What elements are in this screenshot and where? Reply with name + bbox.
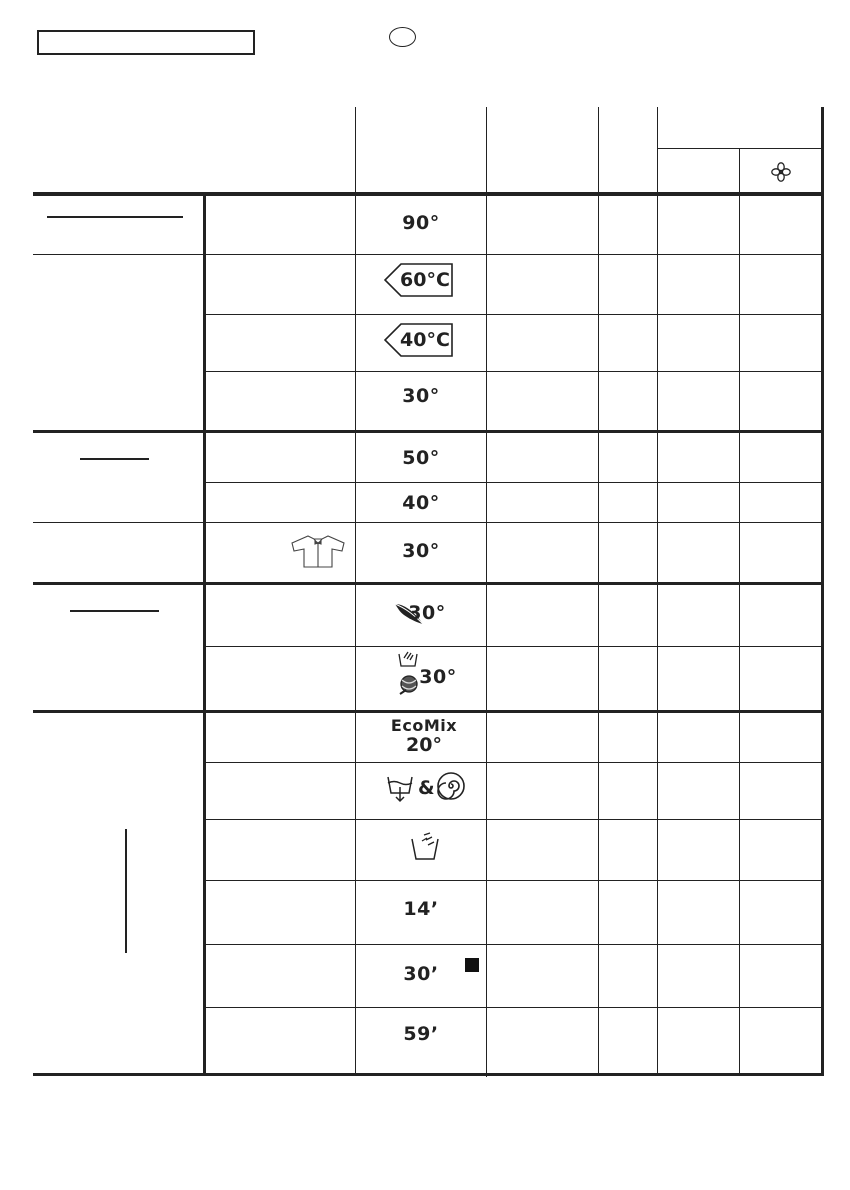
temp-40: 40° <box>402 492 440 514</box>
row-rule <box>205 819 823 820</box>
black-square-icon <box>465 958 479 972</box>
rinse-shower-icon <box>410 831 440 861</box>
group-title-underline <box>47 216 183 218</box>
col-divider-1 <box>203 193 206 1075</box>
col-divider-3 <box>486 107 487 1077</box>
group-rule-4 <box>33 710 824 713</box>
row-rule <box>205 944 823 945</box>
temp-40c: 40°C <box>400 329 450 351</box>
time-59: 59’ <box>403 1023 439 1045</box>
row-rule <box>205 314 823 315</box>
ecomix-line2: 20° <box>406 734 442 756</box>
row-rule <box>205 762 823 763</box>
row-rule <box>205 482 823 483</box>
group-rule-3 <box>33 582 824 585</box>
language-badge <box>389 27 416 47</box>
drain-icon <box>386 773 414 803</box>
col-divider-4 <box>598 107 599 1075</box>
ampersand: & <box>418 777 435 799</box>
header-rule <box>33 192 824 196</box>
group-rule-2 <box>33 430 824 433</box>
temp-90: 90° <box>402 212 440 234</box>
row-rule <box>33 254 823 255</box>
col-divider-6 <box>739 148 740 1075</box>
label-tag-icon <box>384 263 454 297</box>
temp-60c: 60°C <box>400 269 450 291</box>
row-rule <box>205 646 823 647</box>
header-label-box <box>37 30 255 55</box>
col-divider-2 <box>355 107 356 1075</box>
temp-30-wool: 30° <box>419 666 457 688</box>
row-rule <box>33 522 823 523</box>
spin-icon <box>436 771 466 801</box>
time-14: 14’ <box>403 898 439 920</box>
col-divider-5 <box>657 107 658 1075</box>
bottom-rule <box>33 1073 824 1076</box>
shirt-icon <box>288 533 348 569</box>
ecomix-line1: EcoMix <box>390 716 458 735</box>
ecomix-label <box>356 717 492 755</box>
row-rule <box>205 1007 823 1008</box>
bracket-line <box>125 829 127 953</box>
flower-icon <box>770 161 792 183</box>
group-title-underline <box>70 610 159 612</box>
row-rule <box>205 371 823 372</box>
temp-50: 50° <box>402 447 440 469</box>
time-30: 30’ <box>403 963 439 985</box>
label-tag-icon <box>384 323 454 357</box>
temp-30-delicates: 30° <box>408 602 446 624</box>
row-rule <box>205 880 823 881</box>
temp-30-shirts: 30° <box>402 540 440 562</box>
right-border <box>821 107 824 1075</box>
header-subdivider <box>657 148 822 149</box>
group-title-underline <box>80 458 149 460</box>
temp-30: 30° <box>402 385 440 407</box>
